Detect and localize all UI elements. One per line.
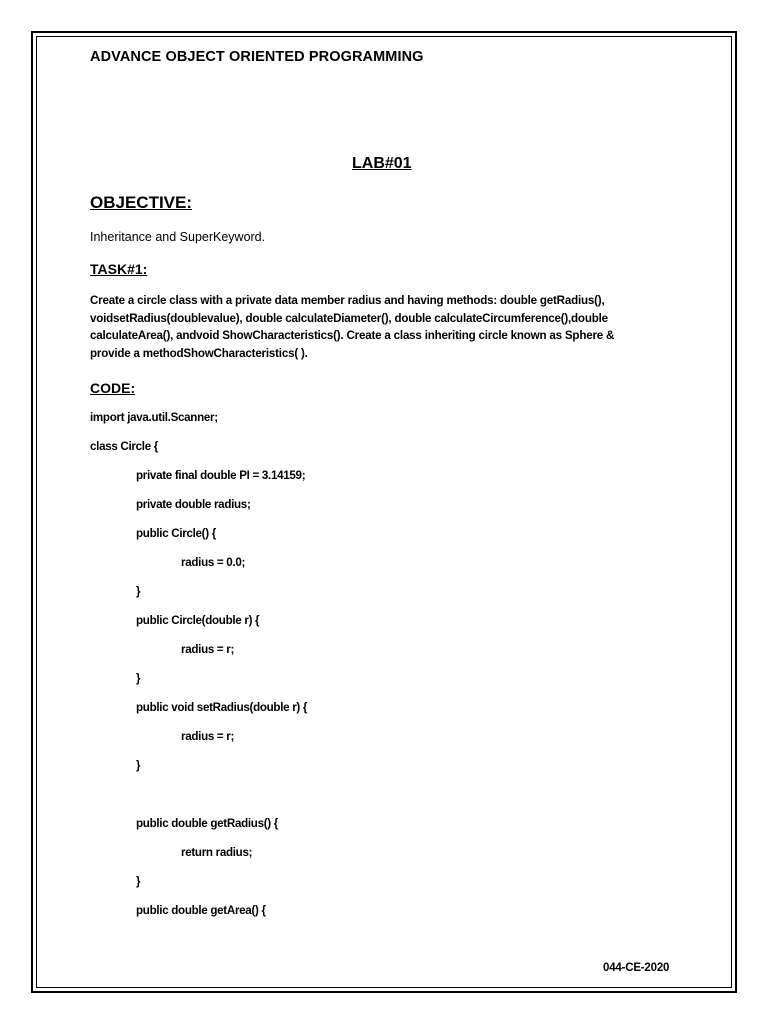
objective-heading: OBJECTIVE: [90,193,193,212]
code-line: class Circle { [90,440,158,453]
code-line: public double getArea() { [136,904,266,917]
lab-title: LAB#01 [352,155,412,172]
page-border-inner [36,36,732,988]
code-line: public void setRadius(double r) { [136,701,308,714]
student-id-footer: 044-CE-2020 [603,962,670,974]
code-line: radius = 0.0; [181,556,246,569]
task-line: calculateArea(), andvoid ShowCharacteristics(). Create a class inheriting circle known as Sphere & [90,329,615,342]
code-line: } [136,585,141,598]
code-line: public double getRadius() { [136,817,278,830]
code-line: private final double PI = 3.14159; [136,469,306,482]
code-line: return radius; [181,846,253,859]
code-line: radius = r; [181,730,235,743]
code-heading: CODE: [90,380,136,396]
code-line: } [136,875,141,888]
code-line: } [136,672,141,685]
objective-text: Inheritance and SuperKeyword. [90,230,266,244]
course-title: ADVANCE OBJECT ORIENTED PROGRAMMING [90,49,424,65]
code-line: public Circle(double r) { [136,614,260,627]
task-line: provide a methodShowCharacteristics( ). [90,346,308,360]
code-line: public Circle() { [136,527,216,540]
task-description [90,292,680,362]
code-line: private double radius; [136,498,251,511]
code-line: } [136,759,141,772]
code-line: import java.util.Scanner; [90,411,218,424]
task-line: Create a circle class with a private data member radius and having methods: double getRadius(), [90,294,605,307]
code-line: radius = r; [181,643,235,656]
task-heading: TASK#1: [90,261,148,277]
task-line: voidsetRadius(doublevalue), double calculateDiameter(), double calculateCircumference(),double [90,311,608,325]
